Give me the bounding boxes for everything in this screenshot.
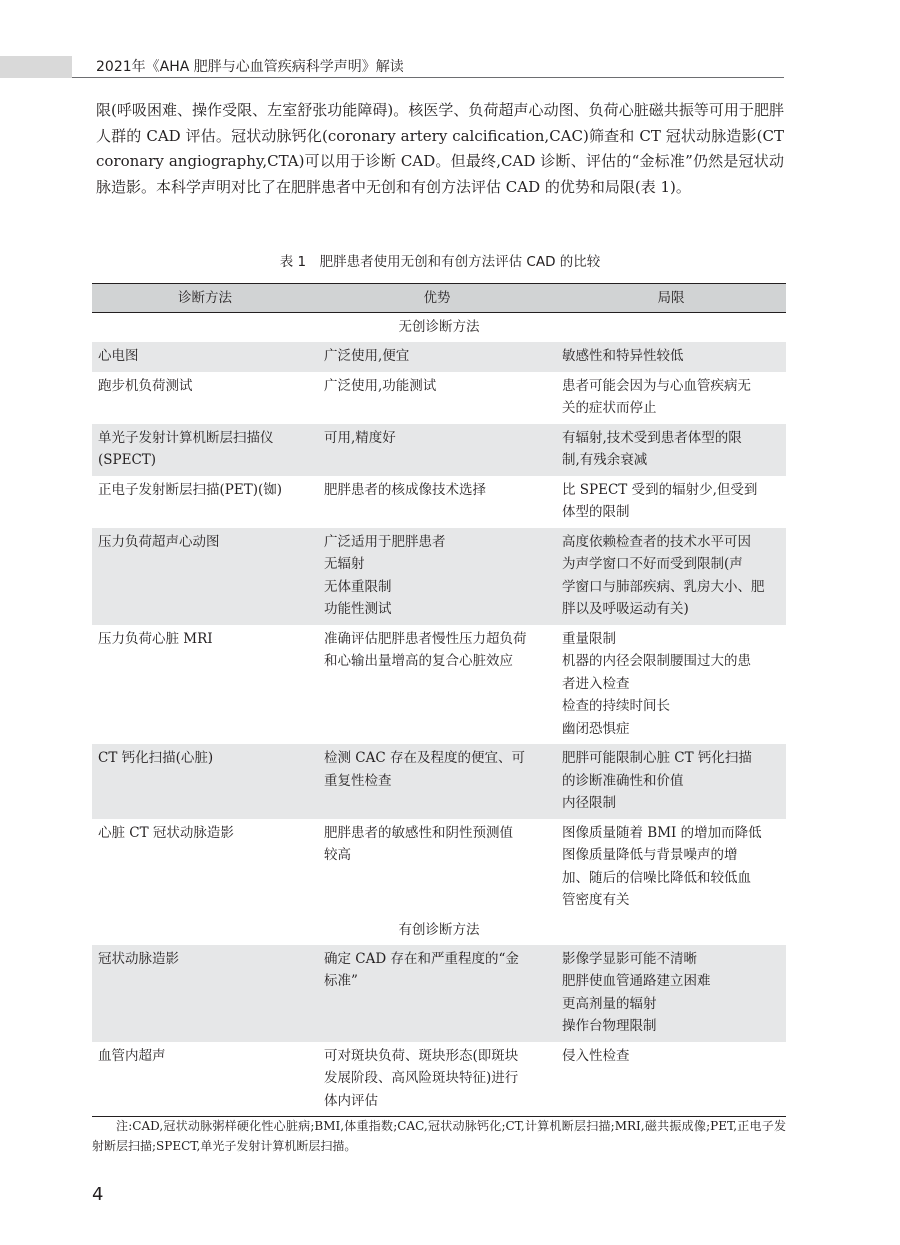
cell-line: (SPECT)	[98, 452, 157, 468]
cell-line: 体内评估	[324, 1092, 378, 1109]
cell-line: 和心输出量增高的复合心脏效应	[324, 653, 513, 669]
cell-limitation	[556, 945, 786, 1042]
cell-line: 体型的限制	[562, 504, 630, 520]
intro-text	[96, 98, 784, 200]
cell-line: 有辐射,技术受到患者体型的限	[562, 429, 742, 446]
page-number: 4	[92, 1184, 104, 1205]
table-row	[92, 819, 786, 916]
cell-limitation	[556, 372, 786, 424]
cell-line: 肥胖使血管通路建立困难	[562, 973, 711, 989]
cell-line: 重复性检查	[324, 772, 392, 789]
cell-advantage	[318, 476, 556, 528]
cell-line: 肥胖患者的敏感性和阴性预测值	[324, 824, 513, 841]
cell-line: CT 钙化扫描(心脏)	[98, 750, 214, 766]
cell-line: 更高剂量的辐射	[562, 995, 657, 1012]
cell-line: 图像质量降低与背景噪声的增	[562, 847, 738, 863]
table-row	[92, 476, 786, 528]
cell-limitation	[556, 819, 786, 916]
cell-line: 比 SPECT 受到的辐射少,但受到	[562, 481, 758, 498]
cell-line: 较高	[324, 847, 351, 863]
cell-line: 无体重限制	[324, 578, 392, 595]
cell-method	[92, 945, 318, 1042]
table-body	[92, 313, 786, 1117]
table-row	[92, 372, 786, 424]
cell-line: 检测 CAC 存在及程度的便宜、可	[324, 750, 525, 766]
cell-line: 关的症状而停止	[562, 400, 657, 416]
cell-line: 准确评估肥胖患者慢性压力超负荷	[324, 630, 527, 647]
table-row	[92, 528, 786, 625]
cell-line: 患者可能会因为与心血管疾病无	[562, 377, 751, 394]
comparison-table	[92, 283, 786, 1117]
section-row	[92, 916, 786, 945]
cell-method	[92, 819, 318, 916]
cell-limitation	[556, 528, 786, 625]
cell-line: 的诊断准确性和价值	[562, 772, 684, 789]
column-header-limitation: 局限	[556, 284, 786, 313]
header-shade-block	[0, 56, 72, 78]
cell-line: 敏感性和特异性较低	[562, 348, 684, 364]
cell-advantage	[318, 342, 556, 372]
cell-line: 肥胖可能限制心脏 CT 钙化扫描	[562, 750, 752, 766]
section-title: 有创诊断方法	[398, 921, 480, 938]
cell-line: 压力负荷超声心动图	[98, 533, 220, 550]
cell-advantage	[318, 528, 556, 625]
cell-line: 冠状动脉造影	[98, 950, 179, 967]
column-header-method: 诊断方法	[92, 284, 318, 313]
cell-line: 重量限制	[562, 630, 616, 647]
cell-line: 确定 CAD 存在和严重程度的“金	[324, 950, 519, 967]
cell-line: 可用,精度好	[324, 429, 396, 446]
table-header-row	[92, 284, 786, 313]
cell-method	[92, 1042, 318, 1117]
cell-line: 胖以及呼吸运动有关)	[562, 601, 689, 617]
comparison-table-container	[92, 283, 786, 1117]
cell-limitation	[556, 424, 786, 476]
intro-paragraph: 限(呼吸困难、操作受限、左室舒张功能障碍)。核医学、负荷超声心动图、负荷心脏磁共振等可用于肥胖人群的 CAD 评估。冠状动脉钙化(coronary artery calcification,CAC)筛查和 CT 冠状动脉造影(CT coronary angiography,CTA)可以用于诊断 CAD。但最终,CAD 诊断、评估的“金标准”仍然是冠状动脉造影。本科学声明对比了在肥胖患者中无创和有创方法评估 CAD 的优势和局限(表 1)。	[96, 101, 784, 196]
cell-line: 肥胖患者的核成像技术选择	[324, 481, 486, 498]
table-row	[92, 342, 786, 372]
cell-line: 血管内超声	[98, 1047, 166, 1064]
cell-advantage	[318, 372, 556, 424]
cell-limitation	[556, 744, 786, 819]
section-row	[92, 313, 786, 343]
cell-method	[92, 625, 318, 745]
cell-line: 广泛使用,便宜	[324, 348, 410, 364]
running-header-title: 2021年《AHA 肥胖与心血管疾病科学声明》解读	[96, 59, 404, 75]
cell-advantage	[318, 1042, 556, 1117]
cell-line: 功能性测试	[324, 601, 392, 617]
cell-line: 加、随后的信噪比降低和较低血	[562, 869, 751, 886]
cell-limitation	[556, 625, 786, 745]
cell-line: 影像学显影可能不清晰	[562, 950, 697, 967]
cell-limitation	[556, 476, 786, 528]
table-row	[92, 744, 786, 819]
cell-advantage	[318, 744, 556, 819]
cell-advantage	[318, 819, 556, 916]
cell-line: 学窗口与肺部疾病、乳房大小、肥	[562, 578, 765, 595]
cell-method	[92, 424, 318, 476]
cell-line: 高度依赖检查者的技术水平可因	[562, 533, 751, 550]
cell-advantage	[318, 945, 556, 1042]
cell-line: 检查的持续时间长	[562, 698, 670, 714]
cell-line: 侵入性检查	[562, 1047, 630, 1064]
cell-line: 图像质量随着 BMI 的增加而降低	[562, 824, 762, 841]
cell-line: 心脏 CT 冠状动脉造影	[98, 824, 234, 841]
cell-line: 标准”	[324, 973, 358, 989]
cell-line: 者进入检查	[562, 675, 630, 692]
table-row	[92, 1042, 786, 1117]
cell-line: 操作台物理限制	[562, 1018, 657, 1034]
cell-line: 心电图	[98, 348, 139, 364]
cell-line: 正电子发射断层扫描(PET)(铷)	[98, 481, 283, 498]
cell-line: 无辐射	[324, 556, 365, 572]
header-rule	[72, 77, 784, 78]
cell-limitation	[556, 1042, 786, 1117]
cell-line: 广泛使用,功能测试	[324, 377, 437, 394]
cell-method	[92, 744, 318, 819]
table-row	[92, 945, 786, 1042]
table-row	[92, 424, 786, 476]
cell-line: 机器的内径会限制腰围过大的患	[562, 653, 751, 669]
cell-limitation	[556, 342, 786, 372]
cell-method	[92, 372, 318, 424]
cell-line: 为声学窗口不好而受到限制(声	[562, 556, 743, 572]
section-title: 无创诊断方法	[398, 319, 480, 336]
cell-method	[92, 476, 318, 528]
cell-advantage	[318, 424, 556, 476]
cell-line: 幽闭恐惧症	[562, 720, 630, 737]
cell-method	[92, 342, 318, 372]
cell-line: 可对斑块负荷、斑块形态(即斑块	[324, 1047, 519, 1064]
cell-line: 单光子发射计算机断层扫描仪	[98, 429, 274, 446]
cell-line: 管密度有关	[562, 892, 630, 908]
cell-line: 发展阶段、高风险斑块特征)进行	[324, 1070, 519, 1086]
cell-line: 内径限制	[562, 795, 616, 811]
column-header-advantage: 优势	[318, 284, 556, 313]
table-footnote: 注:CAD,冠状动脉粥样硬化性心脏病;BMI,体重指数;CAC,冠状动脉钙化;CT,计算机断层扫描;MRI,磁共振成像;PET,正电子发射断层扫描;SPECT,单光子发射计算机断层扫描。	[92, 1119, 786, 1153]
cell-method	[92, 528, 318, 625]
table-caption: 表 1 肥胖患者使用无创和有创方法评估 CAD 的比较	[279, 254, 601, 270]
cell-line: 压力负荷心脏 MRI	[98, 630, 213, 647]
cell-advantage	[318, 625, 556, 745]
cell-line: 跑步机负荷测试	[98, 377, 193, 394]
cell-line: 广泛适用于肥胖患者	[324, 533, 446, 550]
table-row	[92, 625, 786, 745]
cell-line: 制,有残余衰减	[562, 452, 648, 468]
